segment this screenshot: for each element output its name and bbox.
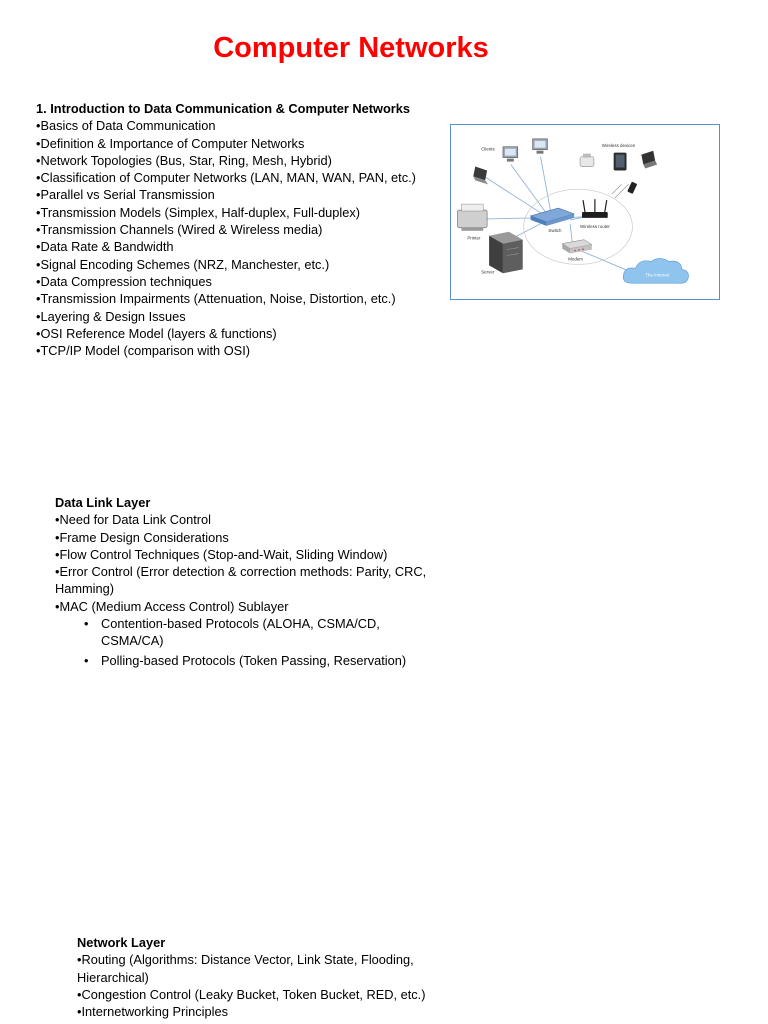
list-item: •Transmission Channels (Wired & Wireless media) bbox=[36, 222, 323, 238]
laptop-icon bbox=[641, 151, 657, 169]
list-item: •MAC (Medium Access Control) Sublayer bbox=[55, 598, 289, 614]
clients-label: Clients bbox=[481, 146, 495, 152]
section-introduction bbox=[36, 100, 436, 359]
printer-label: Printer bbox=[467, 235, 481, 241]
list-item: •Network Topologies (Bus, Star, Ring, Mesh, Hybrid) bbox=[36, 152, 332, 168]
sub-list-item bbox=[55, 652, 445, 669]
section-data-link-layer bbox=[55, 494, 445, 669]
list-item: •Congestion Control (Leaky Bucket, Token Bucket, RED, etc.) bbox=[77, 986, 426, 1002]
section-heading: Data Link Layer bbox=[55, 495, 151, 510]
sub-list-item-text: • Polling-based Protocols (Token Passing, Reservation) bbox=[101, 652, 407, 668]
client-computer-icon bbox=[503, 147, 518, 162]
modem-icon bbox=[562, 240, 592, 254]
list-item: •Signal Encoding Schemes (NRZ, Manchester, etc.) bbox=[36, 256, 330, 272]
switch-label: Switch bbox=[548, 227, 562, 233]
laptop-icon bbox=[473, 167, 488, 185]
list-item: •Classification of Computer Networks (LAN, MAN, WAN, PAN, etc.) bbox=[36, 170, 416, 186]
internet-label: The Internet bbox=[645, 272, 670, 278]
tablet-icon bbox=[614, 153, 627, 171]
list-item: •Internetworking Principles bbox=[77, 1004, 229, 1020]
list-item: •OSI Reference Model (layers & functions) bbox=[36, 325, 277, 341]
list-item: •TCP/IP Model (comparison with OSI) bbox=[36, 343, 251, 359]
network-diagram bbox=[450, 124, 720, 300]
page-title: Computer Networks bbox=[213, 32, 489, 64]
list-item: •Data Rate & Bandwidth bbox=[36, 239, 174, 255]
phone-icon bbox=[627, 182, 637, 194]
list-item: •Need for Data Link Control bbox=[55, 512, 211, 528]
server-icon bbox=[489, 232, 523, 274]
list-item: •Frame Design Considerations bbox=[55, 529, 229, 545]
wireless-router-label: Wireless router bbox=[580, 223, 610, 229]
list-item: •Transmission Impairments (Attenuation, Noise, Distortion, etc.) bbox=[36, 291, 396, 307]
section-network-layer bbox=[77, 934, 447, 1020]
list-item: •Layering & Design Issues bbox=[36, 308, 186, 324]
client-computer-icon bbox=[533, 139, 548, 154]
list-item: •Definition & Importance of Computer Networks bbox=[36, 135, 305, 151]
server-label: Server bbox=[481, 269, 495, 275]
list-item: •Basics of Data Communication bbox=[36, 118, 216, 134]
wireless-devices-label: Wireless devices bbox=[601, 142, 636, 148]
wireless-router-icon bbox=[582, 184, 628, 218]
sub-list-item bbox=[55, 615, 391, 650]
list-item: •Routing (Algorithms: Distance Vector, Link State, Flooding, Hierarchical) bbox=[77, 952, 414, 985]
modem-label: Modem bbox=[568, 256, 583, 262]
list-item: •Flow Control Techniques (Stop-and-Wait, Sliding Window) bbox=[55, 546, 388, 562]
section-heading: 1. Introduction to Data Communication & Computer Networks bbox=[36, 101, 410, 116]
list-item: •Data Compression techniques bbox=[36, 273, 212, 289]
list-item: •Parallel vs Serial Transmission bbox=[36, 187, 215, 203]
printer-icon bbox=[457, 204, 487, 231]
sub-list-item-text: • Contention-based Protocols (ALOHA, CSMA/CD, CSMA/CA) bbox=[101, 616, 380, 649]
wireless-printer-icon bbox=[580, 154, 594, 167]
list-item: •Transmission Models (Simplex, Half-duplex, Full-duplex) bbox=[36, 204, 361, 220]
cloud-icon bbox=[623, 258, 688, 283]
section-heading: Network Layer bbox=[77, 935, 166, 950]
list-item: •Error Control (Error detection & correction methods: Parity, CRC, Hamming) bbox=[55, 564, 427, 597]
